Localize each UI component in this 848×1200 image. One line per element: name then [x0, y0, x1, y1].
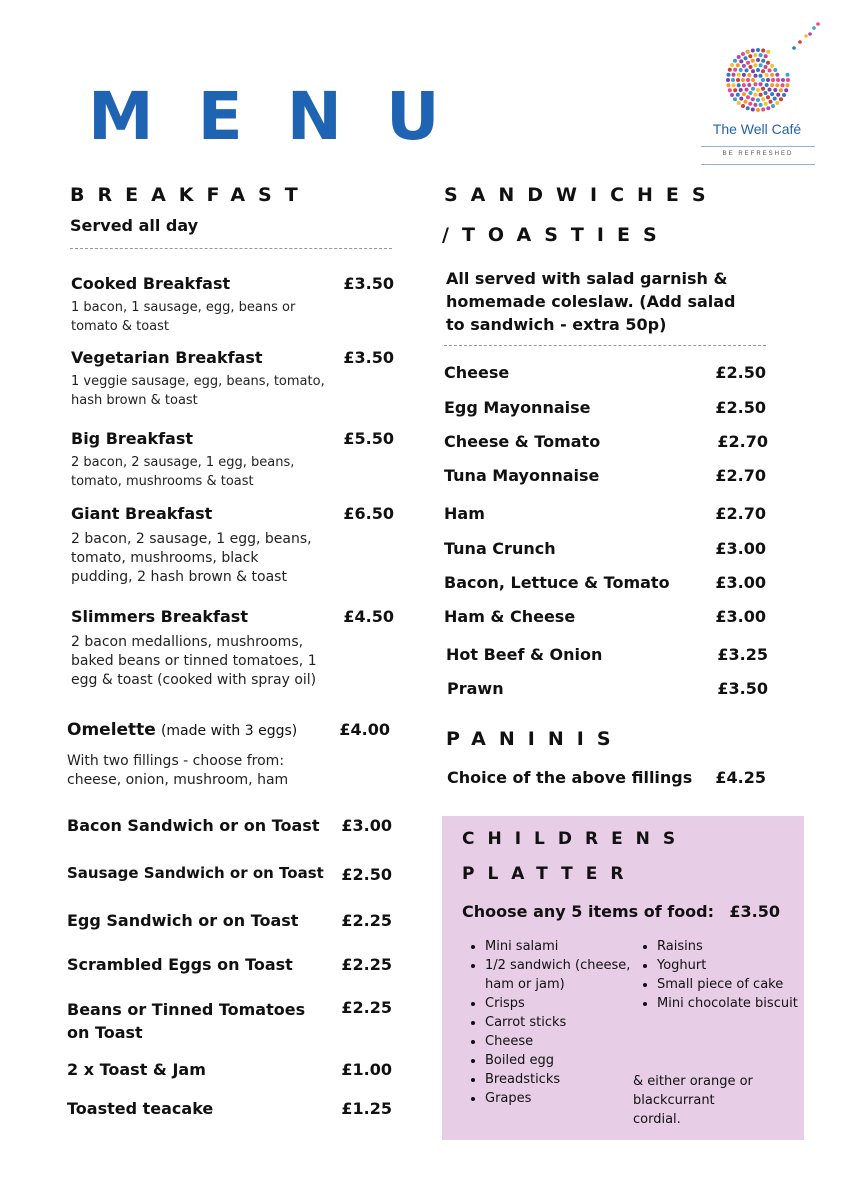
item-price: £4.25	[715, 768, 766, 787]
breakfast-item	[71, 348, 396, 410]
item-name: Cheese	[444, 363, 510, 382]
item-price: £2.70	[715, 466, 766, 485]
item-name: Ham & Cheese	[444, 607, 576, 626]
list-item: • Mini salami	[485, 937, 635, 956]
sandwiches-heading: SANDWICHES	[444, 184, 719, 206]
childrens-choose	[462, 902, 780, 922]
item-description-line: cheese, onion, mushroom, ham	[67, 772, 289, 788]
item-name: Bacon, Lettuce & Tomato	[444, 573, 670, 592]
sandwiches-intro	[446, 267, 736, 336]
item-name: Tuna Crunch	[444, 539, 556, 558]
drink-line: & either orange or	[633, 1074, 753, 1089]
item-price: £2.70	[715, 504, 766, 523]
list-item: • Raisins	[657, 937, 807, 956]
list-item: • Cheese	[485, 1032, 635, 1051]
item-price: £3.00	[341, 816, 392, 835]
item-price: £2.50	[715, 398, 766, 417]
drink-line: cordial.	[633, 1112, 681, 1127]
sandwiches-divider	[444, 345, 766, 346]
item-name: Sausage Sandwich or on Toast	[67, 864, 324, 882]
item-description-line: baked beans or tinned tomatoes, 1	[71, 653, 317, 669]
sandwich-item	[444, 432, 768, 452]
childrens-list-right	[635, 937, 807, 1013]
childrens-heading: CHILDRENS	[462, 829, 689, 849]
item-price: £4.50	[343, 607, 394, 626]
item-name: 2 x Toast & Jam	[67, 1060, 206, 1079]
item-name: Slimmers Breakfast	[71, 607, 248, 626]
item-description-line: hash brown & toast	[71, 393, 198, 408]
breakfast-item	[71, 429, 396, 491]
item-name: Prawn	[447, 679, 504, 698]
toasties-heading: /TOASTIES	[442, 224, 670, 246]
choose-text: Choose any 5 items of food:	[462, 902, 715, 921]
menu-item	[67, 816, 392, 836]
item-name: Tuna Mayonnaise	[444, 466, 600, 485]
sandwich-item	[444, 607, 766, 627]
sandwich-item	[444, 466, 766, 486]
breakfast-item	[71, 274, 396, 336]
item-name: Ham	[444, 504, 485, 523]
item-note: (made with 3 eggs)	[160, 723, 298, 739]
item-name: Hot Beef & Onion	[446, 645, 603, 664]
item-price: £6.50	[343, 504, 394, 523]
item-price: £1.25	[341, 1099, 392, 1118]
panini-item	[447, 768, 766, 788]
paninis-heading: PANINIS	[446, 728, 624, 750]
item-name: Choice of the above fillings	[447, 768, 693, 787]
menu-item	[67, 911, 392, 931]
childrens-list-left	[463, 937, 635, 1108]
menu-title: MENU	[88, 78, 484, 155]
item-price: £3.25	[717, 645, 768, 664]
list-item: • Crisps	[485, 994, 635, 1013]
item-price: £3.00	[715, 539, 766, 558]
item-price: £2.50	[715, 363, 766, 382]
item-price: £3.50	[717, 679, 768, 698]
menu-item	[67, 1099, 392, 1119]
logo-tagline: BE REFRESHED	[722, 151, 794, 157]
item-description-line: 2 bacon, 2 sausage, 1 egg, beans,	[71, 531, 312, 547]
breakfast-divider	[70, 248, 392, 249]
list-item: • Boiled egg	[485, 1051, 635, 1070]
item-price: £2.25	[341, 955, 392, 974]
item-price: £3.50	[343, 348, 394, 367]
list-item: • Small piece of cake	[657, 975, 807, 994]
menu-item	[67, 1060, 392, 1080]
item-name: Big Breakfast	[71, 429, 194, 448]
item-name: Bacon Sandwich or on Toast	[67, 816, 320, 835]
item-description-line: egg & toast (cooked with spray oil)	[71, 672, 317, 688]
item-price: £5.50	[343, 429, 394, 448]
item-description-line: 1 veggie sausage, egg, beans, tomato,	[71, 374, 325, 389]
list-item: • Mini chocolate biscuit	[657, 994, 807, 1013]
sandwich-item	[444, 398, 766, 418]
item-price: £3.50	[343, 274, 394, 293]
item-description-line: tomato, mushrooms & toast	[71, 474, 254, 489]
item-price: £2.25	[341, 998, 392, 1017]
item-price: £3.00	[715, 607, 766, 626]
breakfast-subtitle: Served all day	[70, 216, 199, 235]
item-name: Egg Mayonnaise	[444, 398, 591, 417]
list-item: • Yoghurt	[657, 956, 807, 975]
breakfast-item	[71, 607, 396, 690]
sandwich-item	[444, 539, 766, 559]
drink-line: blackcurrant	[633, 1093, 715, 1108]
item-name: Cheese & Tomato	[444, 432, 601, 451]
item-description-line: 2 bacon, 2 sausage, 1 egg, beans,	[71, 455, 295, 470]
drink-note	[633, 1072, 753, 1129]
menu-item	[67, 863, 392, 883]
list-item: • Grapes	[485, 1089, 635, 1108]
logo-divider	[701, 146, 815, 147]
sandwich-item	[446, 645, 768, 665]
item-name: Scrambled Eggs on Toast	[67, 955, 293, 974]
omelette-item	[67, 720, 392, 790]
item-price: £2.70	[717, 432, 768, 451]
logo-divider	[701, 164, 815, 165]
intro-line: All served with salad garnish &	[446, 269, 728, 288]
list-item: • 1/2 sandwich (cheese, ham or jam)	[485, 956, 635, 994]
logo-name: The Well Café	[712, 121, 802, 137]
item-price: £3.50	[729, 902, 780, 921]
item-price: £4.00	[339, 720, 390, 739]
menu-item	[67, 955, 392, 975]
breakfast-heading: BREAKFAST	[70, 184, 311, 206]
item-description-line: pudding, 2 hash brown & toast	[71, 569, 287, 585]
sandwich-item	[447, 679, 768, 699]
item-name: Vegetarian Breakfast	[71, 348, 263, 367]
sandwich-item	[444, 573, 766, 593]
item-description-line: 1 bacon, 1 sausage, egg, beans or	[71, 300, 296, 315]
item-name: Beans or Tinned Tomatoes	[67, 1000, 306, 1019]
item-price: £1.00	[341, 1060, 392, 1079]
item-price: £2.50	[341, 865, 392, 884]
menu-item	[67, 998, 392, 1044]
list-item: • Carrot sticks	[485, 1013, 635, 1032]
item-description-line: tomato, mushrooms, black	[71, 550, 259, 566]
list-item: • Breadsticks	[485, 1070, 635, 1089]
item-description-line: tomato & toast	[71, 319, 170, 334]
item-description-line: 2 bacon medallions, mushrooms,	[71, 634, 304, 650]
item-name: Giant Breakfast	[71, 504, 213, 523]
sandwich-item	[444, 363, 766, 383]
item-description-line: With two fillings - choose from:	[67, 753, 285, 769]
item-name: Toasted teacake	[67, 1099, 214, 1118]
platter-heading: PLATTER	[462, 864, 637, 884]
item-name: Omelette	[67, 720, 156, 740]
item-name: Egg Sandwich or on Toast	[67, 911, 299, 930]
item-name: on Toast	[67, 1023, 143, 1042]
item-price: £2.25	[341, 911, 392, 930]
item-name: Cooked Breakfast	[71, 274, 231, 293]
intro-line: homemade coleslaw. (Add salad	[446, 292, 736, 311]
sandwich-item	[444, 504, 766, 524]
breakfast-item	[71, 504, 396, 587]
intro-line: to sandwich - extra 50p)	[446, 315, 667, 334]
item-price: £3.00	[715, 573, 766, 592]
